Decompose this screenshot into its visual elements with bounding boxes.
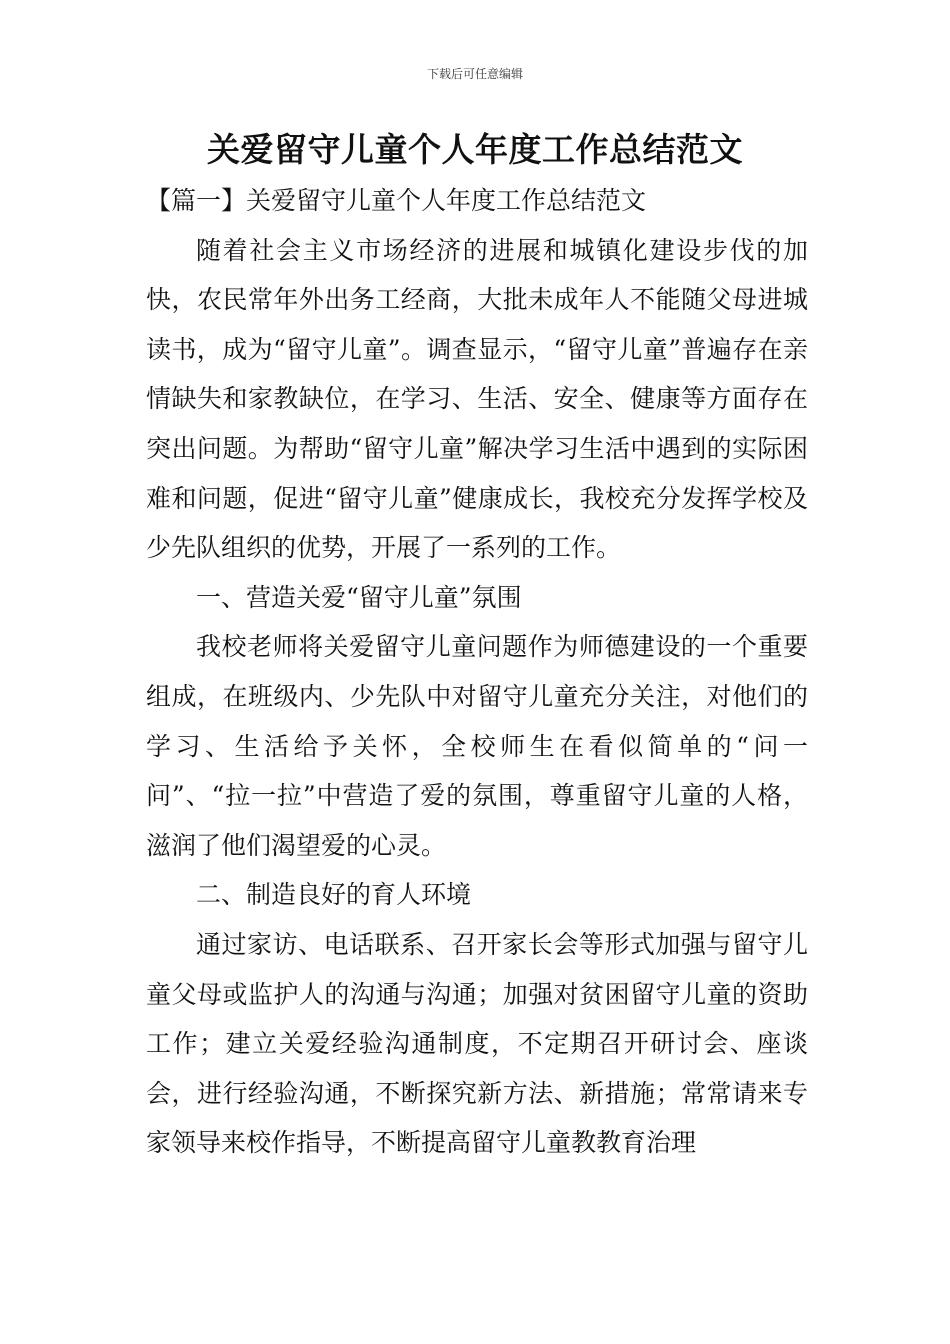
paragraph-section-1: 我校老师将关爱留守儿童问题作为师德建设的一个重要组成，在班级内、少先队中对留守儿童充分关注，对他们的学习、生活给予关怀，全校师生在看似简单的“问一问”、“拉一拉”中营造了爱的氛围，尊重留守儿童的人格，滋润了他们渴望爱的心灵。 <box>146 632 808 860</box>
section-subtitle: 【篇一】关爱留守儿童个人年度工作总结范文 <box>146 186 647 215</box>
section-heading-2: 二、制造良好的育人环境 <box>196 880 472 910</box>
paragraph-section-2: 通过家访、电话联系、召开家长会等形式加强与留守儿童父母或监护人的沟通与沟通；加强对贫困留守儿童的资助工作；建立关爱经验沟通制度，不定期召开研讨会、座谈会，进行经验沟通，不断探究新方法、新措施；常常请来专家领导来校作指导，不断提高留守儿童教教育治理 <box>146 929 808 1158</box>
paragraph-intro: 随着社会主义市场经济的进展和城镇化建设步伐的加快，农民常年外出务工经商，大批未成年人不能随父母进城读书，成为“留守儿童”。调查显示，“留守儿童”普遍存在亲情缺失和家教缺位，在学习、生活、安全、健康等方面存在突出问题。为帮助“留守儿童”解决学习生活中遇到的实际困难和问题，促进“留守儿童”健康成长，我校充分发挥学校及少先队组织的优势，开展了一系列的工作。 <box>146 235 808 563</box>
section-heading-1: 一、营造关爱“留守儿童”氛围 <box>196 582 522 612</box>
document-title: 关爱留守儿童个人年度工作总结范文 <box>207 130 743 169</box>
document-body <box>146 176 808 1168</box>
header-note: 下载后可任意编辑 <box>426 67 523 81</box>
